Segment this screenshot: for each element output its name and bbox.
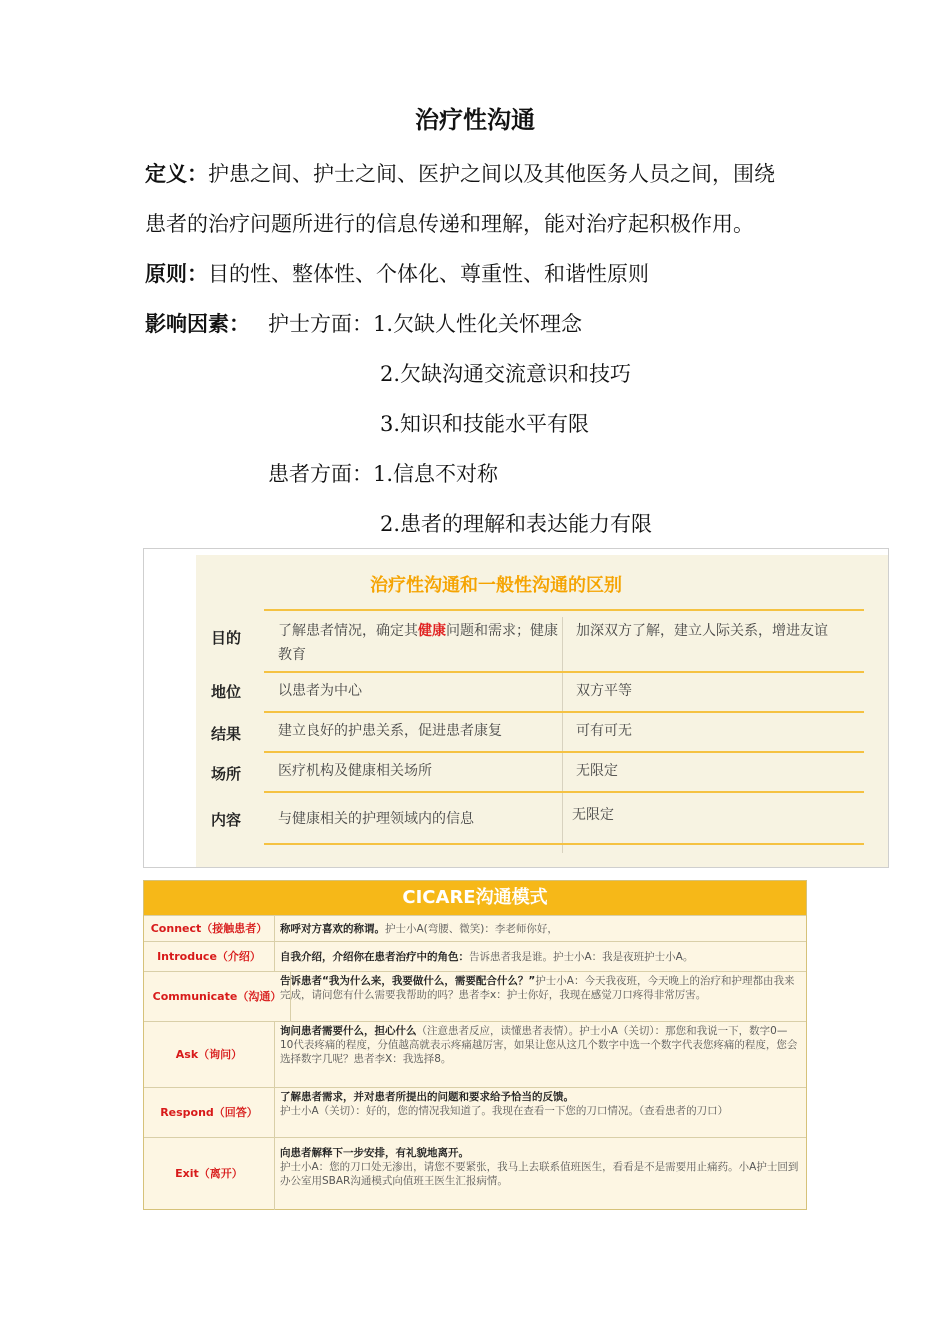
definition-label: 定义： [145,162,208,186]
cicare-text: 护士小A：今天我夜班，今天晚上的治疗和护理都由我来完成，请问您有什么需要我帮助的吗？患者李x：护士你好，我现在感觉刀口疼得非常厉害。 [280,975,795,1001]
divider [264,671,864,673]
cicare-content [280,1090,800,1118]
cicare-label: Exit（离开） [144,1138,275,1210]
cicare-key: 告诉患者“我为什么来，我要做什么，需要配合什么？” [280,975,536,987]
cicare-row [144,1021,806,1088]
row-label: 结果 [211,725,242,743]
definition-text-1: 护患之间、护士之间、医护之间以及其他医务人员之间，围绕 [208,162,775,186]
general-cell: 可有可无 [576,723,632,739]
cicare-label: Ask（询问） [144,1022,275,1088]
cicare-content [280,1146,800,1188]
divider [264,791,864,793]
document-title: 治疗性沟通 [415,106,535,134]
cicare-text: （注意患者反应，读懂患者表情）。护士小A（关切）：那您和我说一下，数字0—10代表疼痛的程度，分值越高就表示疼痛越厉害，如果让您从这几个数字中选一个数字代表您疼痛的程度，您会选择数字几呢？患者李X：我选择8。 [280,1025,798,1065]
nurse-factor-2: 2.欠缺沟通交流意识和技巧 [380,362,632,386]
therapeutic-cell: 与健康相关的护理领域内的信息 [278,811,474,827]
cicare-key: 了解患者需求，并对患者所提出的问题和要求给予恰当的反馈。 [280,1091,574,1103]
therapeutic-cell [278,619,558,667]
therapeutic-cell: 以患者为中心 [278,683,362,699]
cicare-key: 称呼对方喜欢的称谓。 [280,923,385,935]
general-cell: 无限定 [572,807,614,823]
nurse-factor-1: 护士方面：1.欠缺人性化关怀理念 [268,312,583,336]
cicare-text: 护士小A：您的刀口处无渗出，请您不要紧张，我马上去联系值班医生，看看是不是需要用止痛药。小A护士回到办公室用SBAR沟通模式向值班王医生汇报病情。 [280,1161,799,1187]
principle-text: 目的性、整体性、个体化、尊重性、和谐性原则 [208,262,649,286]
divider [562,617,563,853]
cicare-key: 自我介绍，介绍你在患者治疗中的角色： [280,951,469,963]
highlight-text: 健康 [418,623,446,639]
cicare-text: 告诉患者我是谁。护士小A：我是夜班护士小A。 [469,951,694,963]
cicare-content [280,950,800,964]
cicare-label: Introduce（介绍） [144,942,275,972]
cicare-content [280,1024,800,1066]
cicare-row [144,1137,806,1210]
definition-line-1 [145,158,775,188]
cicare-row [144,941,806,972]
row-label: 地位 [211,683,242,701]
general-cell: 无限定 [576,763,618,779]
cicare-content [280,974,800,1002]
row-label: 内容 [211,811,242,829]
divider [264,751,864,753]
general-cell: 加深双方了解，建立人际关系，增进友谊 [576,623,828,639]
comparison-table-figure [143,548,889,868]
general-cell: 双方平等 [576,683,632,699]
therapeutic-cell: 建立良好的护患关系，促进患者康复 [278,723,502,739]
principle-line [145,258,649,288]
factors-label: 影响因素： [145,312,250,336]
definition-line-2: 患者的治疗问题所进行的信息传递和理解，能对治疗起积极作用。 [145,212,754,236]
cell-text: 了解患者情况，确定其 [278,623,418,639]
comparison-table [196,555,888,867]
divider [264,843,864,845]
cicare-table [143,880,807,1210]
row-label: 目的 [211,629,242,647]
comparison-title: 治疗性沟通和一般性沟通的区别 [370,575,622,596]
patient-factor-1: 患者方面：1.信息不对称 [268,462,499,486]
cicare-content [280,922,800,936]
divider [264,711,864,713]
cicare-label: Respond（回答） [144,1088,275,1138]
cicare-text: 护士小A（关切）：好的，您的情况我知道了。我现在查看一下您的刀口情况。（查看患者的刀口） [280,1105,729,1117]
divider [264,609,864,611]
cicare-key: 询问患者需要什么，担心什么 [280,1025,417,1037]
principle-label: 原则： [145,262,208,286]
cicare-title: CICARE沟通模式 [144,881,806,915]
cicare-row [144,915,806,942]
row-label: 场所 [211,765,242,783]
cicare-row [144,1087,806,1138]
cicare-label: Communicate（沟通） [144,972,291,1022]
patient-factor-2: 2.患者的理解和表达能力有限 [380,512,653,536]
therapeutic-cell: 医疗机构及健康相关场所 [278,763,432,779]
cicare-label: Connect（接触患者） [144,916,275,942]
nurse-factor-3: 3.知识和技能水平有限 [380,412,590,436]
cell-text: 问题和需求；健康教育 [278,623,558,663]
cicare-key: 向患者解释下一步安排，有礼貌地离开。 [280,1147,469,1159]
cicare-text: 护士小A(弯腰、微笑)：李老师你好， [385,923,558,935]
cicare-row [144,971,806,1022]
